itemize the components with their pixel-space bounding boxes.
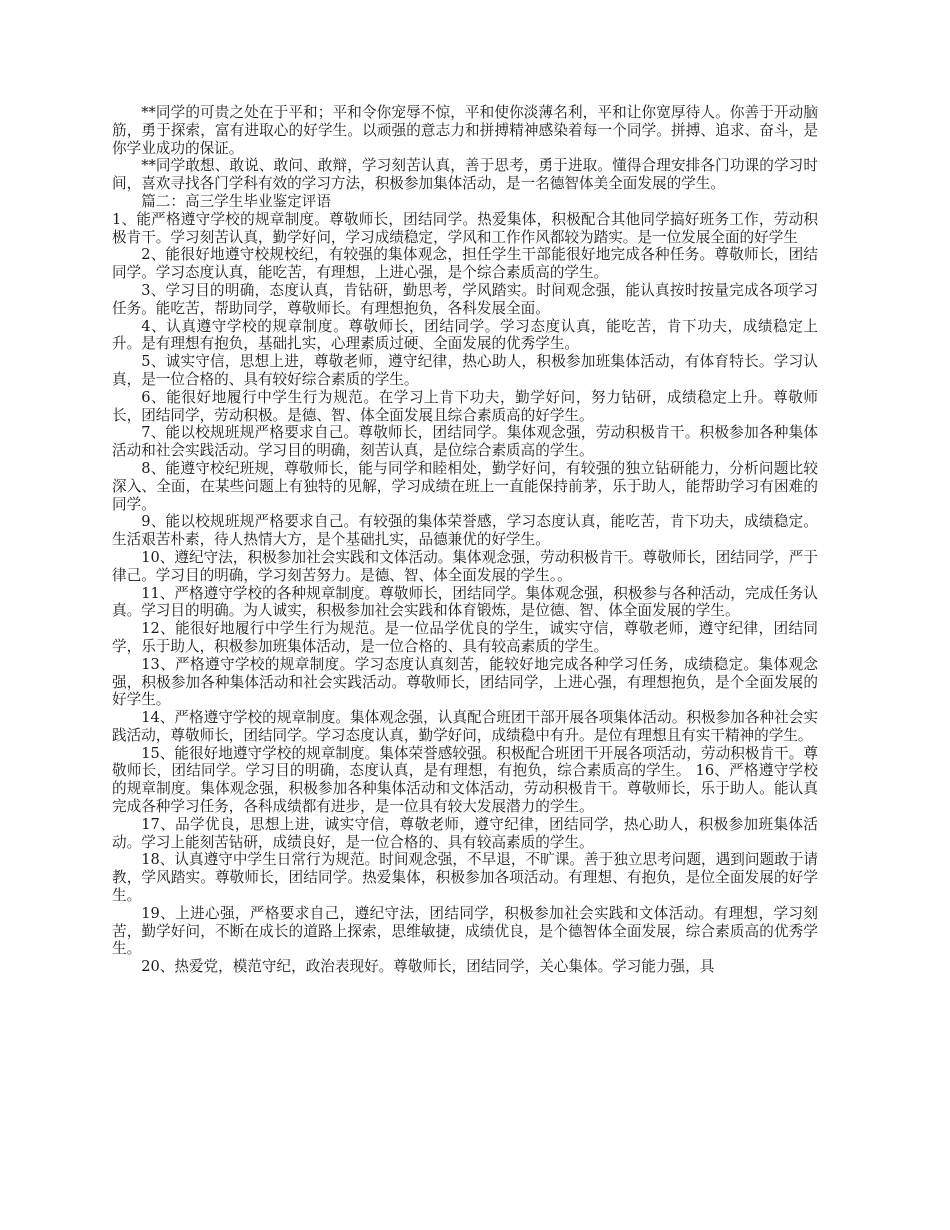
comment-item-6: 6、能很好地履行中学生行为规范。在学习上肯下功夫，勤学好问，努力钻研，成绩稳定上升。尊敬师长，团结同学，劳动积极。是德、智、体全面发展且综合素质高的好学生。 bbox=[112, 388, 818, 424]
comment-item-10: 10、遵纪守法，积极参加社会实践和文体活动。集体观念强，劳动积极肯干。尊敬师长，团结同学，严于律己。学习目的明确，学习刻苦努力。是德、智、体全面发展的学生。。 bbox=[112, 548, 818, 584]
paragraph-intro-2: **同学敢想、敢说、敢问、敢辩，学习刻苦认真，善于思考，勇于进取。懂得合理安排各门功课的学习时间，喜欢寻找各门学科有效的学习方法，积极参加集体活动，是一名德智体美全面发展的学生。 bbox=[112, 157, 818, 193]
document-body bbox=[112, 104, 818, 976]
comment-item-2: 2、能很好地遵守校规校纪，有较强的集体观念，担任学生干部能很好地完成各种任务。尊敬师长，团结同学。学习态度认真，能吃苦，有理想，上进心强，是个综合素质高的学生。 bbox=[112, 246, 818, 282]
paragraph-intro-1: **同学的可贵之处在于平和；平和令你宠辱不惊，平和使你淡薄名利，平和让你宽厚待人。你善于开动脑筋，勇于探索，富有进取心的好学生。以顽强的意志力和拼搏精神感染着每一个同学。拼搏、追求、奋斗，是你学业成功的保证。 bbox=[112, 104, 818, 157]
comment-item-7: 7、能以校规班规严格要求自己。尊敬师长，团结同学。集体观念强，劳动积极肯干。积极参加各种集体活动和社会实践活动。学习目的明确，刻苦认真，是位综合素质高的学生。 bbox=[112, 424, 818, 460]
comment-item-11: 11、严格遵守学校的各种规章制度。尊敬师长，团结同学。集体观念强，积极参与各种活动，完成任务认真。学习目的明确。为人诚实，积极参加社会实践和体育锻炼，是位德、智、体全面发展的学生。 bbox=[112, 584, 818, 620]
comment-item-19: 19、上进心强，严格要求自己，遵纪守法，团结同学，积极参加社会实践和文体活动。有理想，学习刻苦，勤学好问，不断在成长的道路上探索，思维敏捷，成绩优良，是个德智体全面发展，综合素质高的优秀学生。 bbox=[112, 904, 818, 958]
comment-item-13: 13、严格遵守学校的规章制度。学习态度认真刻苦，能较好地完成各种学习任务，成绩稳定。集体观念强，积极参加各种集体活动和社会实践活动。尊敬师长，团结同学，上进心强，有理想抱负，是个全面发展的好学生。 bbox=[112, 655, 818, 709]
comment-item-4: 4、认真遵守学校的规章制度。尊敬师长，团结同学。学习态度认真，能吃苦，肯下功夫，成绩稳定上升。是有理想有抱负，基础扎实，心理素质过硬、全面发展的优秀学生。 bbox=[112, 317, 818, 353]
comment-item-20: 20、热爱党，模范守纪，政治表现好。尊敬师长，团结同学，关心集体。学习能力强，具 bbox=[141, 958, 715, 976]
comment-item-15-16: 15、能很好地遵守学校的规章制度。集体荣誉感较强。积极配合班团干开展各项活动，劳动积极肯干。尊敬师长，团结同学。学习目的明确，态度认真，是有理想，有抱负，综合素质高的学生。 16、严格遵守学校的规章制度。集体观念强，积极参加各种集体活动和文体活动，劳动积极肯干。尊敬师长，乐于助人。能认真完成各种学习任务，各科成绩都有进步，是一位具有较大发展潜力的学生。 bbox=[112, 744, 818, 816]
comment-item-8: 8、能遵守校纪班规，尊敬师长，能与同学和睦相处，勤学好问，有较强的独立钻研能力，分析问题比较深入、全面，在某些问题上有独特的见解，学习成绩在班上一直能保持前茅，乐于助人，能帮助学习有困难的同学。 bbox=[112, 459, 818, 513]
comment-item-3: 3、学习目的明确，态度认真，肯钻研，勤思考，学风踏实。时间观念强，能认真按时按量完成各项学习任务。能吃苦，帮助同学，尊敬师长。有理想抱负，各科发展全面。 bbox=[112, 281, 818, 317]
comment-item-14: 14、严格遵守学校的规章制度。集体观念强，认真配合班团干部开展各项集体活动。积极参加各种社会实践活动，尊敬师长，团结同学。学习态度认真，勤学好问，成绩稳中有升。是位有理想且有实干精神的学生。 bbox=[112, 709, 818, 744]
comment-item-18: 18、认真遵守中学生日常行为规范。时间观念强，不早退，不旷课。善于独立思考问题，遇到问题敢于请教，学风踏实。尊敬师长，团结同学。热爱集体，积极参加各项活动。有理想、有抱负，是位全面发展的好学生。 bbox=[112, 851, 818, 905]
section-heading: 篇二：高三学生毕业鉴定评语 bbox=[141, 192, 331, 210]
comment-item-5: 5、诚实守信，思想上进，尊敬老师，遵守纪律，热心助人，积极参加班集体活动，有体育特长。学习认真，是一位合格的、具有较好综合素质的学生。 bbox=[112, 353, 818, 388]
comment-item-1: 1、能严格遵守学校的规章制度。尊敬师长，团结同学。热爱集体，积极配合其他同学搞好班务工作，劳动积极肯干。学习刻苦认真，勤学好问，学习成绩稳定，学风和工作作风都较为踏实。是一位发展全面的好学生 bbox=[112, 210, 818, 246]
comment-item-9: 9、能以校规班规严格要求自己。有较强的集体荣誉感，学习态度认真，能吃苦，肯下功夫，成绩稳定。生活艰苦朴素，待人热情大方，是个基础扎实，品德兼优的好学生。 bbox=[112, 513, 818, 549]
comment-item-17: 17、品学优良，思想上进，诚实守信，尊敬老师，遵守纪律，团结同学，热心助人，积极参加班集体活动。学习上能刻苦钻研，成绩良好，是一位合格的、具有较高素质的学生。 bbox=[112, 815, 818, 851]
comment-item-12: 12、能很好地履行中学生行为规范。是一位品学优良的学生，诚实守信，尊敬老师，遵守纪律，团结同学，乐于助人，积极参加班集体活动，是一位合格的、具有较高素质的学生。 bbox=[112, 620, 818, 655]
